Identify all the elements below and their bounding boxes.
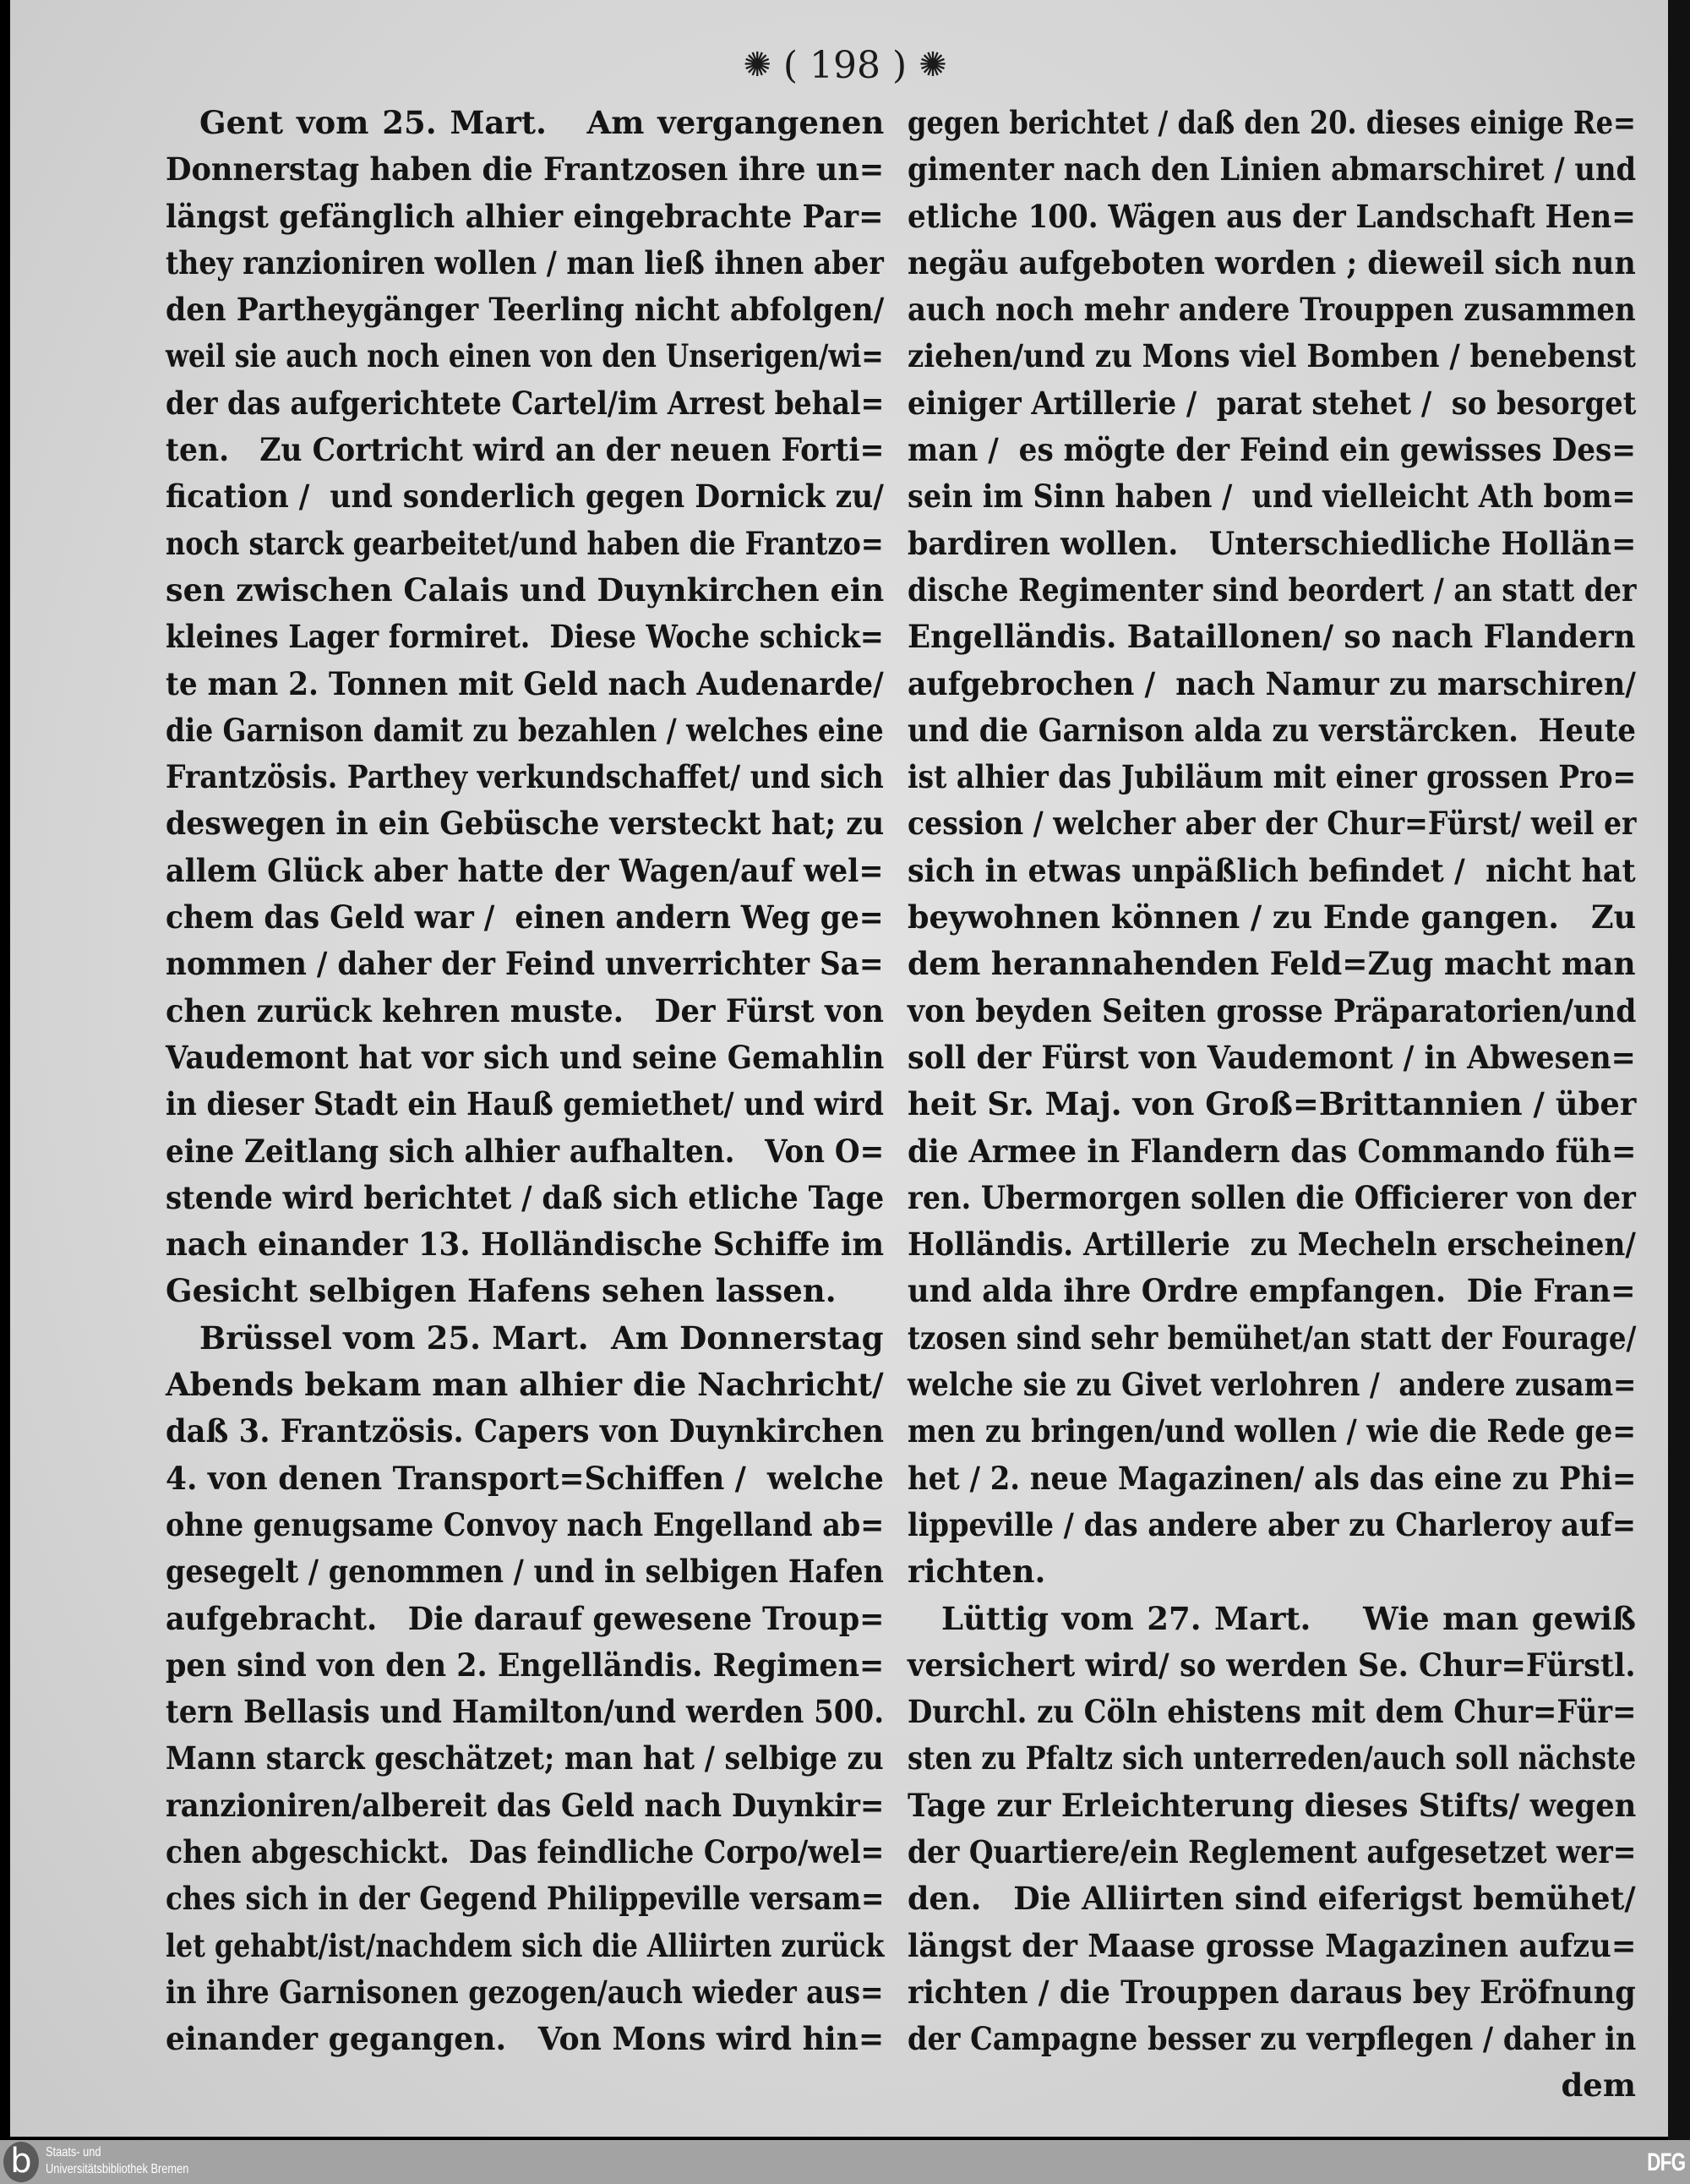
text-line-content: they ranzioniren wollen / man ließ ihnen aber [166, 243, 884, 281]
text-line [908, 1408, 1636, 1455]
text-line [166, 427, 884, 473]
text-line-content: Gent vom 25. Mart. Am vergangenen [199, 104, 885, 141]
page-header [0, 44, 1690, 87]
text-line-content: negäu aufgeboten worden ; dieweil sich nun [908, 243, 1636, 281]
text-line [908, 567, 1636, 614]
text-line-content: Holländis. Artillerie zu Mecheln erscheinen/ [908, 1226, 1636, 1264]
text-line [166, 473, 884, 520]
text-line [908, 848, 1636, 894]
text-line-content: bardiren wollen. Unterschiedliche Hollän= [908, 524, 1637, 562]
text-line [166, 521, 884, 567]
text-line-content: nommen / daher der Feind unverrichter Sa= [166, 945, 884, 983]
text-line [166, 1268, 884, 1314]
text-line [166, 1175, 884, 1221]
text-line [908, 661, 1636, 707]
text-line-content: gesegelt / genommen / und in selbigen Hafen [166, 1553, 884, 1591]
text-line-content: gegen berichtet / daß den 20. dieses einige Re= [908, 104, 1636, 141]
text-line-content: Frantzösis. Parthey verkundschaffet/ und sich [166, 758, 884, 796]
text-line-content: einiger Artillerie / parat stehet / so besorget [908, 384, 1637, 422]
flower-ornament-icon: ✺ [919, 46, 947, 85]
text-line-content: der das aufgerichtete Cartel/im Arrest behal= [166, 384, 885, 422]
text-line-content: der Quartiere/ein Reglement aufgesetzet wer= [908, 1832, 1637, 1870]
text-line [908, 1783, 1636, 1829]
text-line-content: soll der Fürst von Vaudemont / in Abwesen= [908, 1038, 1636, 1076]
text-line [166, 894, 884, 941]
text-line-content: 4. von denen Transport=Schiffen / welche [166, 1459, 884, 1497]
text-line-content: auch noch mehr andere Trouppen zusammen [908, 291, 1636, 329]
text-line-content: von beyden Seiten grosse Präparatorien/und [908, 991, 1637, 1029]
text-line [166, 1128, 884, 1175]
text-line [166, 1315, 884, 1362]
text-line-content: cession / welcher aber der Chur=Fürst/ weil er [908, 805, 1637, 843]
text-line [166, 100, 884, 146]
text-line-content: het / 2. neue Magazinen/ als das eine zu Phi= [908, 1459, 1637, 1497]
text-line [908, 1876, 1636, 1922]
text-line [908, 1735, 1636, 1782]
text-line [908, 800, 1636, 847]
text-line [166, 1596, 884, 1642]
text-line-content: chen zurück kehren muste. Der Fürst von [166, 991, 884, 1029]
text-line [166, 240, 884, 287]
text-line-content: deswegen in ein Gebüsche versteckt hat; zu [166, 805, 885, 843]
text-line [908, 1035, 1636, 1081]
text-line [908, 1502, 1636, 1548]
text-line [908, 194, 1636, 240]
right-column [908, 100, 1636, 2110]
text-line-content: kleines Lager formiret. Diese Woche schick= [166, 618, 884, 656]
text-line-content: heit Sr. Maj. von Groß=Brittannien / über [908, 1085, 1637, 1123]
text-line-content: noch starck gearbeitet/und haben die Frantzo= [166, 524, 884, 562]
text-line-content: ranzioniren/albereit das Geld nach Duynkir= [166, 1786, 885, 1824]
text-line [908, 1642, 1636, 1689]
text-line-content: allem Glück aber hatte der Wagen/auf wel= [166, 851, 884, 889]
text-line [166, 800, 884, 847]
article [908, 1596, 1636, 2063]
text-line [166, 614, 884, 660]
text-line-content: Tage zur Erleichterung dieses Stifts/ wegen [908, 1786, 1637, 1824]
text-line [908, 614, 1636, 660]
catchword [908, 2062, 1636, 2109]
text-line-content: gimenter nach den Linien abmarschiret / und [908, 150, 1637, 188]
text-line [908, 1362, 1636, 1408]
text-line-content: den Partheygänger Teerling nicht abfolgen/ [166, 291, 885, 329]
text-line [908, 427, 1636, 473]
library-name-line1: Staats- und [46, 2145, 101, 2159]
text-line-content: längst der Maase grosse Magazinen aufzu= [908, 1926, 1637, 1964]
text-line [166, 146, 884, 193]
text-line-content: ren. Ubermorgen sollen die Officierer von der [908, 1178, 1636, 1216]
page-number: ( 198 ) [782, 44, 908, 87]
text-line-content: Vaudemont hat vor sich und seine Gemahlin [166, 1038, 885, 1076]
text-line-content: richten / die Trouppen daraus bey Eröfnung [908, 1973, 1636, 2011]
article [908, 100, 1636, 1596]
text-line [166, 1735, 884, 1782]
text-line-content: sein im Sinn haben / und vielleicht Ath bom= [908, 478, 1636, 516]
text-line-content: den. Die Alliirten sind eiferigst bemühet/ [908, 1880, 1636, 1918]
text-line-content: in dieser Stadt ein Hauß gemiethet/ und wird [166, 1085, 884, 1123]
text-line [166, 707, 884, 754]
text-line [166, 1081, 884, 1127]
text-line [166, 1362, 884, 1408]
text-line-content: Durchl. zu Cöln ehistens mit dem Chur=Für= [908, 1693, 1637, 1731]
text-line-content: Engelländis. Bataillonen/ so nach Flandern [908, 618, 1636, 656]
text-line [908, 2016, 1636, 2062]
text-line [908, 1596, 1636, 1642]
library-name-line2: Universitätsbibliothek Bremen [46, 2162, 189, 2176]
text-line [908, 380, 1636, 427]
text-line [908, 1128, 1636, 1175]
text-line [166, 1408, 884, 1455]
text-line [908, 894, 1636, 941]
text-line-content: men zu bringen/und wollen / wie die Rede ge= [908, 1412, 1636, 1450]
text-line [908, 521, 1636, 567]
text-line [908, 1081, 1636, 1127]
text-line [166, 1502, 884, 1548]
text-line-content: dem herannahenden Feld=Zug macht man [908, 945, 1636, 983]
text-line-content: let gehabt/ist/nachdem sich die Alliirten zurück [166, 1926, 885, 1964]
text-line [908, 100, 1636, 146]
text-line [166, 567, 884, 614]
text-line [166, 1689, 884, 1735]
text-line-content: fication / und sonderlich gegen Dornick zu/ [166, 478, 884, 516]
text-line [908, 707, 1636, 754]
left-column [166, 100, 884, 2062]
footer-bar [0, 2140, 1690, 2184]
text-line [166, 988, 884, 1035]
article [166, 100, 884, 1315]
scan-border [1668, 0, 1690, 2140]
text-line-content: versichert wird/ so werden Se. Chur=Fürstl. [908, 1646, 1636, 1684]
text-line-content: tzosen sind sehr bemühet/an statt der Fourage/ [908, 1319, 1637, 1357]
text-line [908, 146, 1636, 193]
text-line [166, 1455, 884, 1502]
text-line [908, 1175, 1636, 1221]
text-line [166, 1548, 884, 1595]
text-line [908, 1829, 1636, 1876]
text-line [166, 287, 884, 333]
text-line-content: aufgebrochen / nach Namur zu marschiren/ [908, 664, 1636, 702]
text-line [908, 333, 1636, 379]
text-line [908, 1455, 1636, 1502]
text-line-content: Abends bekam man alhier die Nachricht/ [166, 1366, 884, 1404]
text-line [166, 1642, 884, 1689]
text-line-content: sten zu Pfaltz sich unterreden/auch soll nächste [908, 1739, 1637, 1777]
text-line [908, 1689, 1636, 1735]
text-line [908, 1315, 1636, 1362]
text-line [908, 1268, 1636, 1314]
text-line [166, 1876, 884, 1922]
text-line [166, 754, 884, 800]
text-line-content: und alda ihre Ordre empfangen. Die Fran= [908, 1272, 1636, 1310]
text-line-content: ziehen/und zu Mons viel Bomben / benebenst [908, 337, 1636, 375]
text-line [908, 754, 1636, 800]
text-line-content: welche sie zu Givet verlohren / andere zusam= [908, 1366, 1637, 1404]
text-line-content: ist alhier das Jubiläum mit einer grossen Pro= [908, 758, 1637, 796]
text-line-content: stende wird berichtet / daß sich etliche Tage [166, 1178, 885, 1216]
text-line-content: Donnerstag haben die Frantzosen ihre un= [166, 150, 885, 188]
text-line [908, 1969, 1636, 2016]
dfg-logo[interactable]: DFG [1646, 2149, 1685, 2176]
text-line-content: man / es mögte der Feind ein gewisses Des= [908, 431, 1636, 469]
text-line [908, 473, 1636, 520]
text-line-content: dische Regimenter sind beordert / an statt der [908, 571, 1637, 609]
text-line-content: ohne genugsame Convoy nach Engelland ab= [166, 1505, 885, 1543]
text-line-content: in ihre Garnisonen gezogen/auch wieder aus= [166, 1973, 884, 2011]
flower-ornament-icon: ✺ [743, 46, 771, 85]
text-line-content: Gesicht selbigen Hafens sehen lassen. [166, 1272, 837, 1310]
text-line [166, 661, 884, 707]
text-line-content: einander gegangen. Von Mons wird hin= [166, 2020, 885, 2058]
text-line-content: Mann starck geschätzet; man hat / selbige zu [166, 1739, 884, 1777]
text-line-content: te man 2. Tonnen mit Geld nach Audenarde/ [166, 664, 884, 702]
text-line [166, 380, 884, 427]
text-line [908, 287, 1636, 333]
text-line-content: sich in etwas unpäßlich befindet / nicht hat [908, 851, 1636, 889]
text-line-content: und die Garnison alda zu verstärcken. Heute [908, 711, 1636, 749]
text-line-content: daß 3. Frantzösis. Capers von Duynkirchen [166, 1412, 885, 1450]
text-line-content: nach einander 13. Holländische Schiffe im [166, 1226, 885, 1264]
text-line [166, 1221, 884, 1268]
text-line [166, 2016, 884, 2062]
text-line [908, 240, 1636, 287]
text-line-content: pen sind von den 2. Engelländis. Regimen= [166, 1646, 885, 1684]
text-line [908, 1923, 1636, 1969]
text-line-content: etliche 100. Wägen aus der Landschaft Hen= [908, 197, 1636, 235]
text-line-content: Lüttig vom 27. Mart. Wie man gewiß [941, 1599, 1637, 1637]
text-line [166, 1829, 884, 1876]
text-line-content: weil sie auch noch einen von den Unserigen/wi= [166, 337, 884, 375]
text-line-content: der Campagne besser zu verpflegen / daher in [908, 2020, 1637, 2058]
text-line [908, 1548, 1636, 1595]
text-line [166, 194, 884, 240]
catchword-text: dem [1561, 2067, 1636, 2105]
text-line [908, 988, 1636, 1035]
library-logo[interactable]: b [3, 2142, 39, 2182]
text-line-content: chem das Geld war / einen andern Weg ge= [166, 898, 884, 936]
text-line [166, 333, 884, 379]
text-line [166, 941, 884, 987]
text-line-content: tern Bellasis und Hamilton/und werden 500. [166, 1693, 885, 1731]
text-line-content: beywohnen können / zu Ende gangen. Zu [908, 898, 1637, 936]
text-line [908, 1221, 1636, 1268]
text-line-content: sen zwischen Calais und Duynkirchen ein [166, 571, 885, 609]
text-line-content: aufgebracht. Die darauf gewesene Troup= [166, 1599, 885, 1637]
text-line-content: die Armee in Flandern das Commando füh= [908, 1132, 1637, 1170]
text-line-content: die Garnison damit zu bezahlen / welches eine [166, 711, 884, 749]
text-line [166, 1969, 884, 2016]
text-line-content: Brüssel vom 25. Mart. Am Donnerstag [199, 1319, 884, 1357]
text-line-content: chen abgeschickt. Das feindliche Corpo/wel= [166, 1832, 885, 1870]
text-line-content: lippeville / das andere aber zu Charleroy auf= [908, 1505, 1636, 1543]
text-line-content: längst gefänglich alhier eingebrachte Par= [166, 197, 884, 235]
text-line [908, 941, 1636, 987]
text-line [166, 1923, 884, 1969]
text-line-content: eine Zeitlang sich alhier aufhalten. Von O= [166, 1132, 885, 1170]
article [166, 1315, 884, 2063]
text-line [166, 1783, 884, 1829]
text-line-content: richten. [908, 1553, 1046, 1591]
text-line-content: ten. Zu Cortricht wird an der neuen Forti= [166, 431, 885, 469]
text-line [166, 1035, 884, 1081]
text-line [166, 848, 884, 894]
text-line-content: ches sich in der Gegend Philippeville versam= [166, 1880, 885, 1918]
